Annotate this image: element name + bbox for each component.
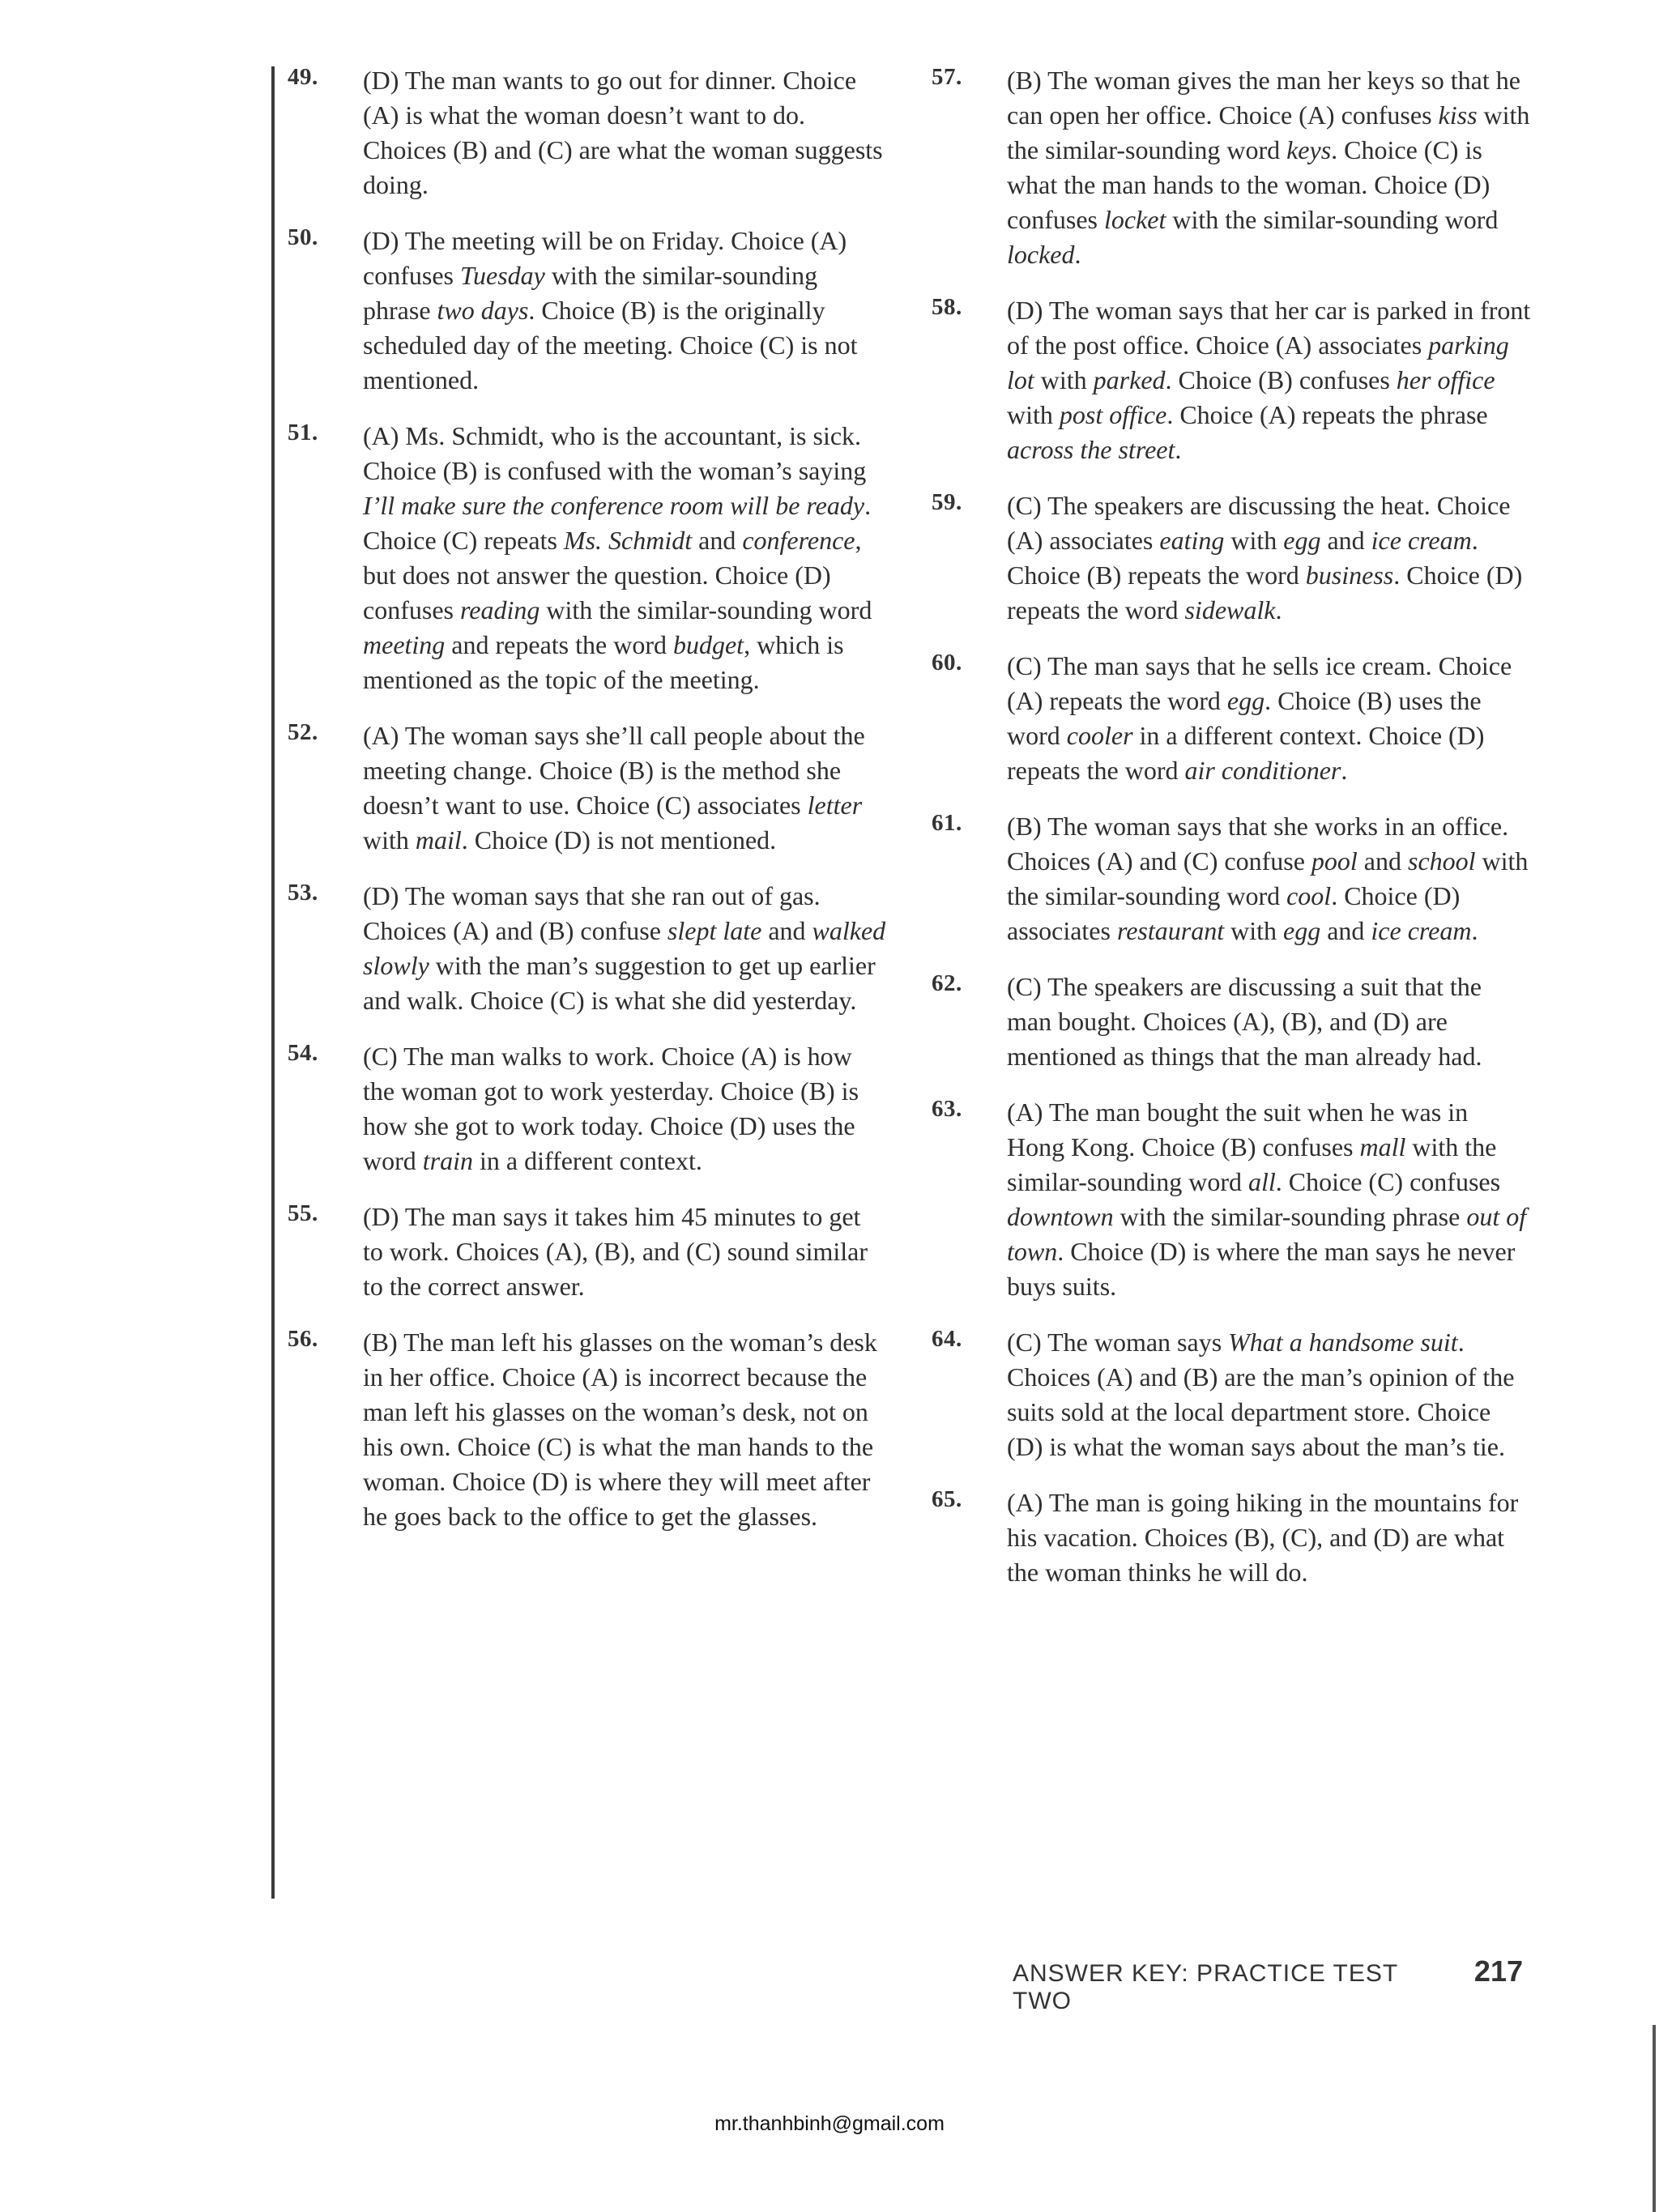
answer-explanation: (A) The man is going hiking in the mountains for his vacation. Choices (B), (C), and (D) are what the woman thinks he will do.: [1007, 1488, 1519, 1587]
answer-entry: [932, 1095, 1531, 1304]
answer-entry: [932, 1485, 1531, 1590]
answer-explanation: (D) The man wants to go out for dinner. Choice (A) is what the woman doesn’t want to do. Choices (B) and (C) are what the woman suggests doing.: [363, 66, 883, 199]
answer-explanation: (A) The man bought the suit when he was in Hong Kong. Choice (B) confuses mall with the similar-sounding word all. Choice (C) confuses downtown with the similar-sounding phrase out of town. Choice (D) is where the man says he never buys suits.: [1007, 1097, 1527, 1301]
answer-explanation: (A) The woman says she’ll call people about the meeting change. Choice (B) is the method she doesn’t want to use. Choice (C) associates letter with mail. Choice (D) is not mentioned.: [363, 721, 865, 855]
running-footer-title: ANSWER KEY: PRACTICE TEST TWO: [1013, 1960, 1398, 2014]
answer-explanation: (B) The woman gives the man her keys so that he can open her office. Choice (A) confuses kiss with the similar-sounding word keys. Choice (C) is what the man hands to the woman. Choice (D) confuses locket with the similar-sounding word locked.: [1007, 66, 1530, 269]
answer-number: 60.: [932, 650, 962, 676]
answer-entry: [288, 718, 887, 858]
answer-number: 61.: [932, 810, 962, 836]
answer-explanation: (B) The man left his glasses on the woman’s desk in her office. Choice (A) is incorrect because the man left his glasses on the woman’s desk, not on his own. Choice (C) is what the man hands to the woman. Choice (D) is where they will meet after he goes back to the office to get the glasses.: [363, 1328, 877, 1531]
answer-entry: [932, 293, 1531, 467]
answer-explanation: (D) The man says it takes him 45 minutes to get to work. Choices (A), (B), and (C) sound similar to the correct answer.: [363, 1202, 868, 1301]
answer-explanation: (B) The woman says that she works in an office. Choices (A) and (C) confuse pool and school with the similar-sounding word cool. Choice (D) associates restaurant with egg and ice cream.: [1007, 812, 1529, 945]
answer-number: 59.: [932, 489, 962, 515]
answer-entry: [932, 1325, 1531, 1464]
answer-number: 49.: [288, 64, 318, 90]
answer-entry: [932, 649, 1531, 788]
answer-number: 63.: [932, 1096, 962, 1122]
answer-entry: [932, 63, 1531, 272]
answer-number: 57.: [932, 64, 962, 90]
page-footer: [1013, 1954, 1523, 2014]
answer-number: 56.: [288, 1326, 318, 1352]
answer-entry: [288, 1039, 887, 1178]
answer-explanation: (C) The speakers are discussing the heat. Choice (A) associates eating with egg and ice cream. Choice (B) repeats the word business. Choice (D) repeats the word sidewalk.: [1007, 491, 1523, 624]
answer-explanation: (D) The meeting will be on Friday. Choice (A) confuses Tuesday with the similar-sounding phrase two days. Choice (B) is the originally scheduled day of the meeting. Choice (C) is not mentioned.: [363, 226, 858, 394]
answer-explanation: (C) The man walks to work. Choice (A) is how the woman got to work yesterday. Choice (B) is how she got to work today. Choice (D) uses the word train in a different context.: [363, 1042, 859, 1175]
answer-number: 55.: [288, 1200, 318, 1226]
margin-rule: [271, 66, 275, 1899]
contact-email: mr.thanhbinh@gmail.com: [714, 2112, 945, 2135]
answer-entry: [288, 879, 887, 1018]
answer-number: 62.: [932, 970, 962, 996]
answer-number: 52.: [288, 719, 318, 745]
answer-explanation: (C) The speakers are discussing a suit that the man bought. Choices (A), (B), and (D) are mentioned as things that the man already had.: [1007, 972, 1482, 1071]
answer-explanation: (C) The woman says What a handsome suit. Choices (A) and (B) are the man’s opinion of the suits sold at the local department store. Choice (D) is what the woman says about the man’s tie.: [1007, 1328, 1515, 1461]
answer-entry: [288, 1325, 887, 1534]
answer-explanation: (C) The man says that he sells ice cream. Choice (A) repeats the word egg. Choice (B) uses the word cooler in a different context. Choice (D) repeats the word air conditioner.: [1007, 651, 1512, 785]
answer-number: 51.: [288, 420, 318, 445]
answer-explanation: (D) The woman says that she ran out of gas. Choices (A) and (B) confuse slept late and walked slowly with the man’s suggestion to get up earlier and walk. Choice (C) is what she did yesterday.: [363, 881, 886, 1015]
answer-entry: [932, 488, 1531, 628]
answer-number: 53.: [288, 880, 318, 906]
answer-number: 50.: [288, 224, 318, 250]
right-column: [932, 63, 1531, 1611]
answer-entry: [288, 1200, 887, 1304]
answer-number: 64.: [932, 1326, 962, 1352]
left-column: [288, 63, 887, 1555]
answer-number: 58.: [932, 294, 962, 320]
answer-entry: [932, 809, 1531, 948]
answer-number: 65.: [932, 1486, 962, 1512]
answer-entry: [288, 419, 887, 697]
answer-explanation: (D) The woman says that her car is parked in front of the post office. Choice (A) associates parking lot with parked. Choice (B) confuses her office with post office. Choice (A) repeats the phrase across the street.: [1007, 296, 1531, 464]
answer-number: 54.: [288, 1040, 318, 1066]
page-number: 217: [1473, 1954, 1523, 1988]
answer-entry: [288, 224, 887, 398]
answer-entry: [288, 63, 887, 202]
answer-explanation: (A) Ms. Schmidt, who is the accountant, is sick. Choice (B) is confused with the woman’s saying I’ll make sure the conference room will be ready. Choice (C) repeats Ms. Schmidt and conference, but does not answer the question. Choice (D) confuses reading with the similar-sounding word meeting and repeats the word budget, which is mentioned as the topic of the meeting.: [363, 421, 872, 694]
answer-entry: [932, 970, 1531, 1074]
